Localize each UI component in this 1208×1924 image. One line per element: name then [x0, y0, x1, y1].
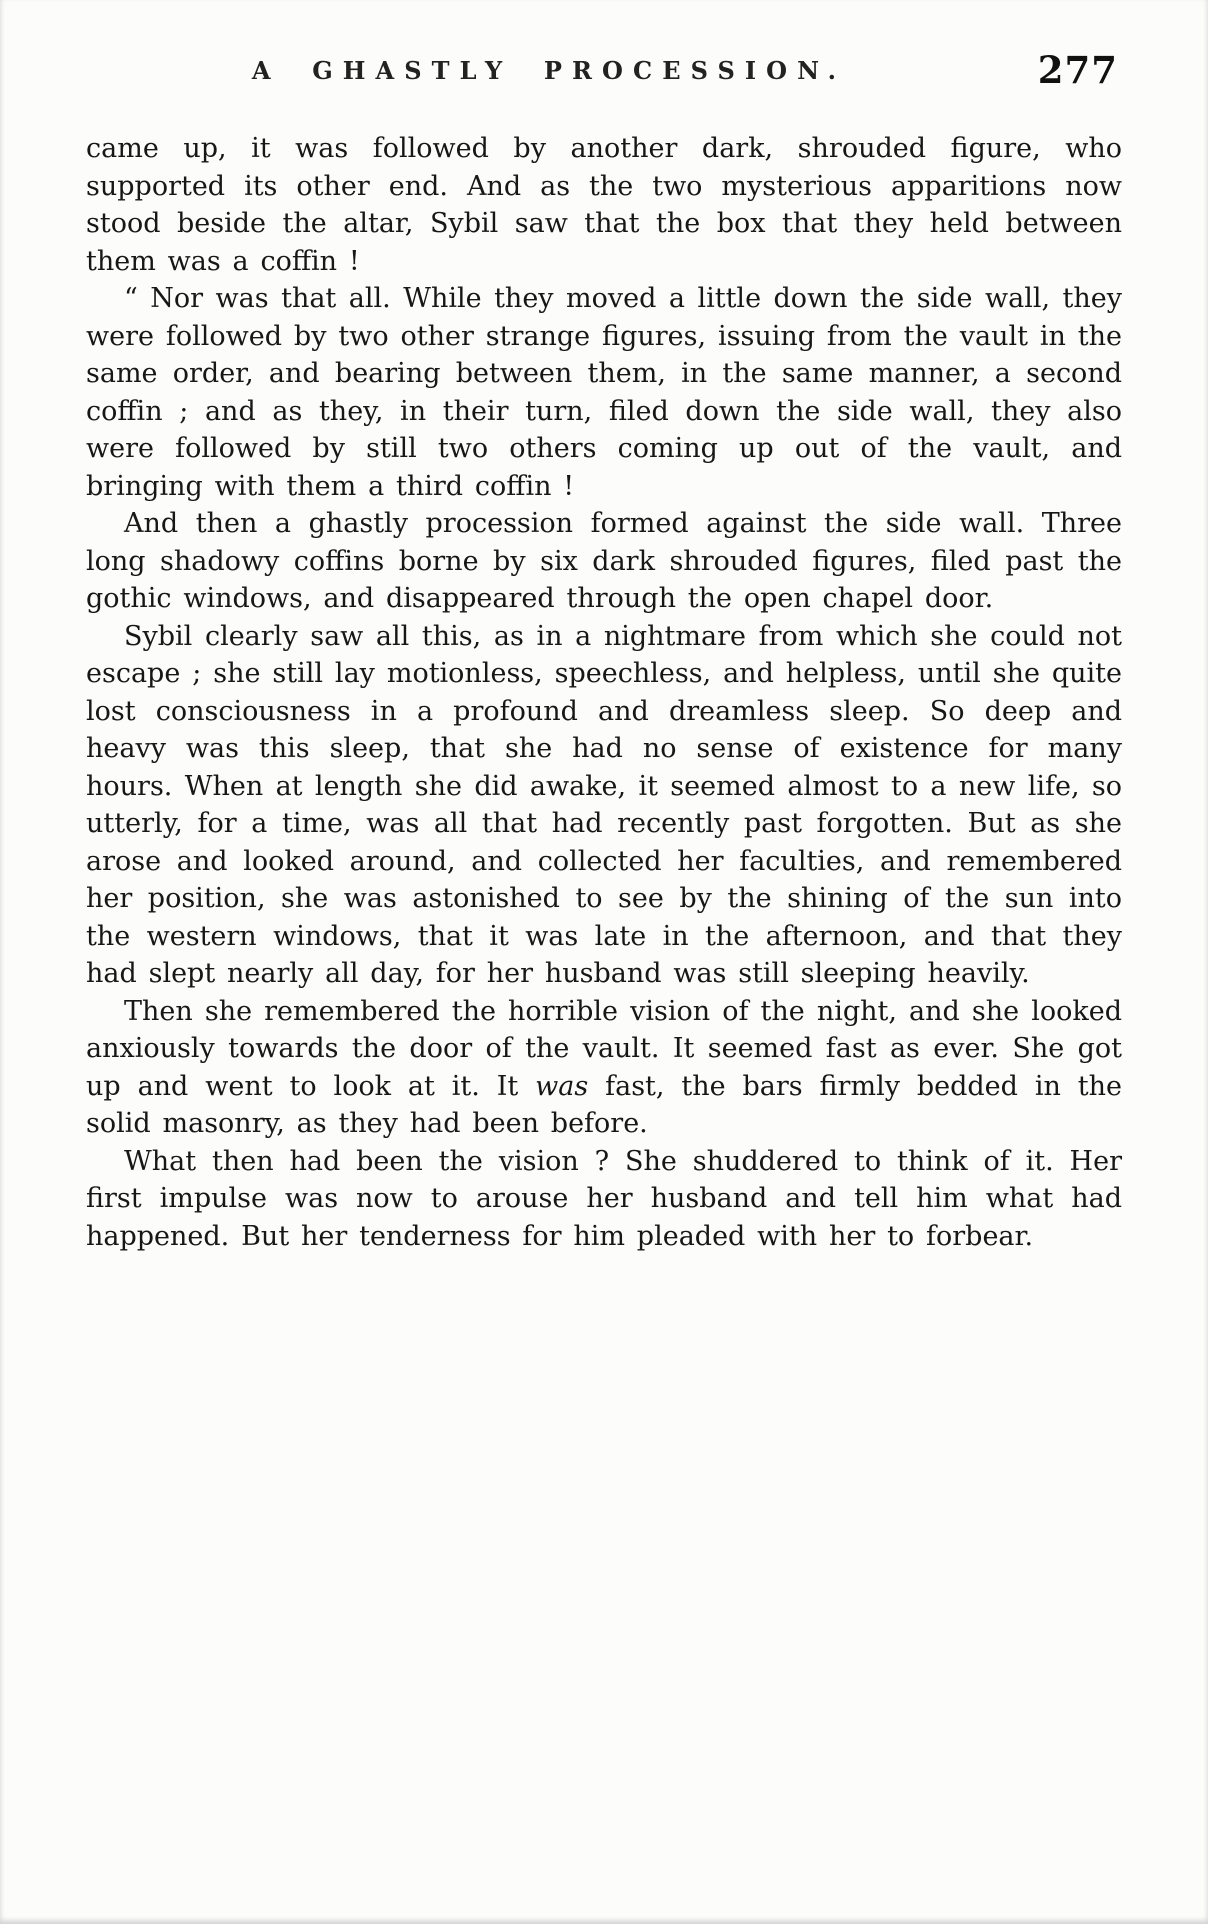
paragraph-4: Sybil clearly saw all this, as in a nightmare from which she could not escape ; she still lay motionless, speechless, and helpless, until she quite lost consciousness in a profound and dreamless sleep. So deep and heavy was this sleep, that she had no sense of existence for many hours. When at length she did awake, it seemed almost to a new life, so utterly, for a time, was all that had recently past forgotten. But as she arose and looked around, and collected her faculties, and remembered her position, she was astonished to see by the shining of the sun into the western windows, that it was late in the afternoon, and that they had slept nearly all day, for her husband was still sleeping heavily.: [86, 620, 1122, 989]
paragraph-continuation: came up, it was followed by another dark, shrouded figure, who supported its other end. And as the two mysterious apparitions now stood beside the altar, Sybil saw that the box that they held between them was a coffin !: [86, 133, 1122, 277]
paragraph-5-run-1: Then she remembered the horrible vision of the night, and she looked anxiously towards the door of the vault. It seemed fast as ever. She got up and went to look at it. It: [86, 995, 1122, 1102]
paragraph-5: [86, 993, 1122, 1143]
running-title: A GHASTLY PROCESSION.: [251, 56, 847, 85]
paragraph-6: What then had been the vision ? She shuddered to think of it. Her first impulse was now to arouse her husband and tell him what had happened. But her tenderness for him pleaded with her to forbear.: [86, 1145, 1122, 1252]
page-number: 277: [1037, 48, 1118, 92]
paragraph-3: And then a ghastly procession formed against the side wall. Three long shadowy coffins borne by six dark shrouded figures, filed past the gothic windows, and disappeared through the open chapel door.: [86, 508, 1122, 614]
running-head: [86, 48, 1122, 96]
paragraph-5-run-3: fast, the bars firmly bedded in the solid masonry, as they had been before.: [86, 1070, 1122, 1139]
paragraph-2: “ Nor was that all. While they moved a little down the side wall, they were followed by two other strange figures, issuing from the vault in the same order, and bearing between them, in the same manner, a second coffin ; and as they, in their turn, filed down the side wall, they also were followed by still two others coming up out of the vault, and bringing with them a third coffin !: [86, 283, 1122, 502]
paragraph-5-run-2-italic: was: [535, 1070, 589, 1102]
page-body: [86, 130, 1122, 1255]
